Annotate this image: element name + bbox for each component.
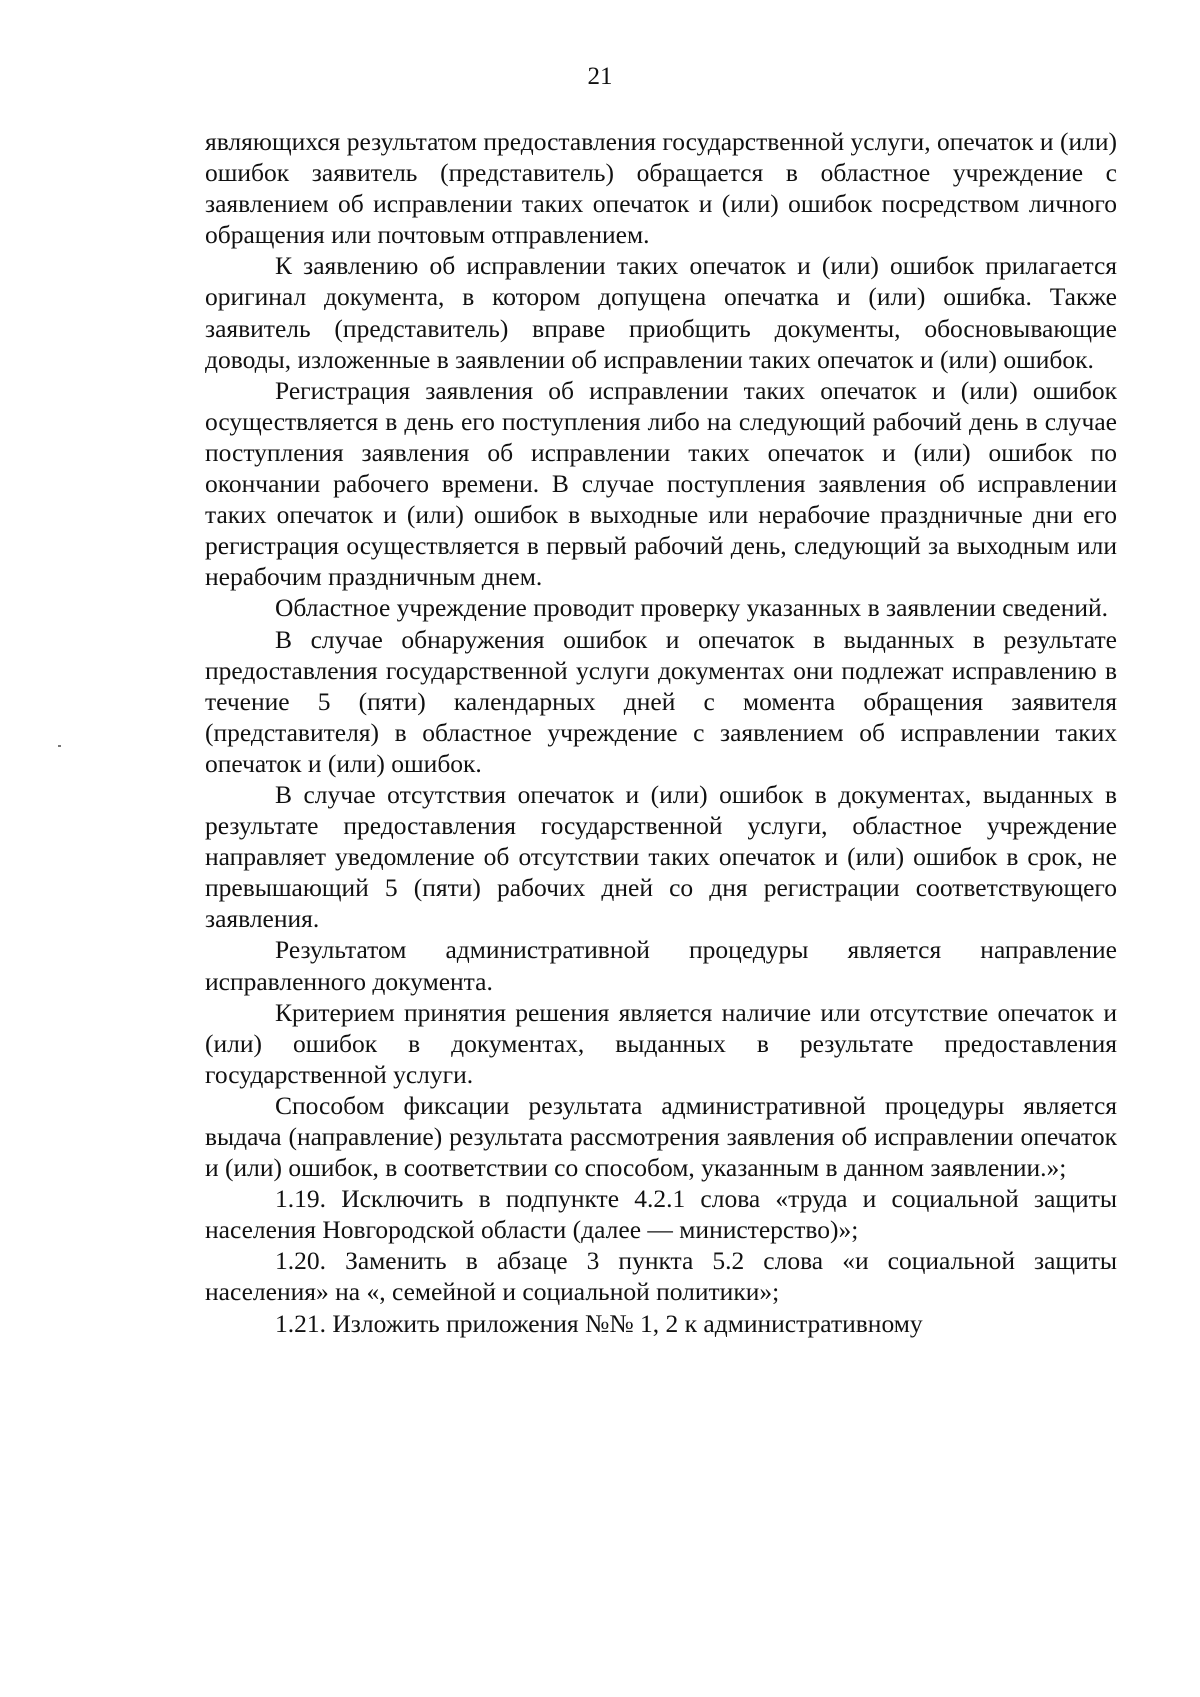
paragraph-item-1-21: 1.21. Изложить приложения №№ 1, 2 к административному — [275, 1308, 923, 1338]
paragraph-attachment-requirements: К заявлению об исправлении таких опечаток и (или) ошибок прилагается оригинал документа, в котором допущена опечатка и (или) ошибка. Также заявитель (представитель) вправе приобщить документы, обосновывающие доводы, изложенные в заявлении об исправлении таких опечаток и (или) ошибок. — [205, 251, 1117, 374]
page-number: 21 — [587, 63, 613, 90]
paragraph-registration: Регистрация заявления об исправлении таких опечаток и (или) ошибок осуществляется в день его поступления либо на следующий рабочий день в случае поступления заявления об исправлении таких опечаток и (или) ошибок по окончании рабочего времени. В случае поступления заявления об исправлении таких опечаток и (или) ошибок в выходные или нерабочие праздничные дни его регистрация осуществляется в первый рабочий день, следующий за выходным или нерабочим праздничным днем. — [205, 375, 1117, 592]
paragraph-item-1-19: 1.19. Исключить в подпункте 4.2.1 слова «труда и социальной защиты населения Новгородской области (далее — министерство)»; — [205, 1184, 1117, 1245]
paragraph-decision-criterion: Критерием принятия решения является наличие или отсутствие опечаток и (или) ошибок в документах, выданных в результате предоставления государственной услуги. — [205, 997, 1117, 1089]
document-body — [205, 126, 1117, 1339]
paragraph-verification: Областное учреждение проводит проверку указанных в заявлении сведений. — [275, 593, 1109, 623]
scan-speck — [58, 745, 61, 747]
paragraph-item-1-20: 1.20. Заменить в абзаце 3 пункта 5.2 слова «и социальной защиты населения» на «, семейной и социальной политики»; — [205, 1246, 1117, 1307]
paragraph-fixation-method: Способом фиксации результата административной процедуры является выдача (направление) результата рассмотрения заявления об исправлении опечаток и (или) ошибок, в соответствии со способом, указанным в данном заявлении.»; — [205, 1090, 1117, 1183]
paragraph-procedure-result: Результатом административной процедуры является направление исправленного документа. — [205, 935, 1117, 996]
paragraph-correction-deadline: В случае обнаружения ошибок и опечаток в выданных в результате предоставления государственной услуги документах они подлежат исправлению в течение 5 (пяти) календарных дней с момента обращения заявителя (представителя) в областное учреждение с заявлением об исправлении таких опечаток и (или) ошибок. — [205, 624, 1117, 778]
paragraph-continuation: являющихся результатом предоставления государственной услуги, опечаток и (или) ошибок заявитель (представитель) обращается в областное учреждение с заявлением об исправлении таких опечаток и (или) ошибок посредством личного обращения или почтовым отправлением. — [205, 127, 1117, 250]
paragraph-no-errors-notice: В случае отсутствия опечаток и (или) ошибок в документах, выданных в результате предоставления государственной услуги, областное учреждение направляет уведомление об отсутствии таких опечаток и (или) ошибок в срок, не превышающий 5 (пяти) рабочих дней со дня регистрации соответствующего заявления. — [205, 779, 1117, 934]
